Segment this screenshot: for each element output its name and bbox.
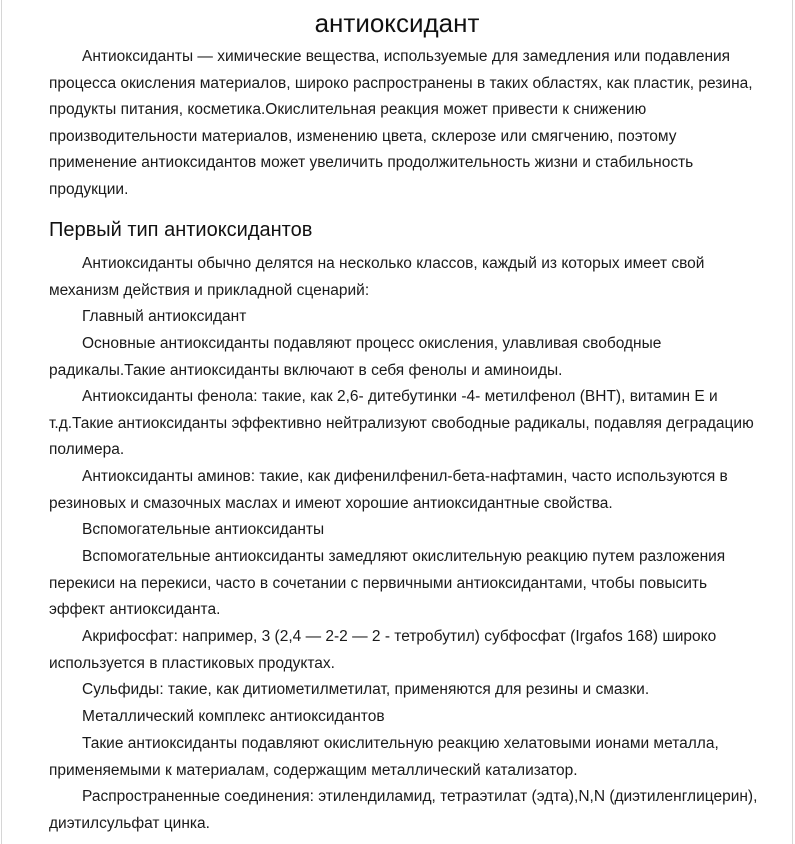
body-paragraph: Антиоксиданты аминов: такие, как дифенилфенил-бета-нафтамин, часто используются в резиновых и смазочных маслах и имеют хорошие антиоксидантные свойства. <box>49 468 728 512</box>
body-paragraph: Акрифосфат: например, 3 (2,4 — 2-2 — 2 - тетробутил) субфосфат (Irgafos 168) широко используется в пластиковых продуктах. <box>49 628 717 672</box>
subheading-auxiliary-antioxidants: Вспомогательные антиоксиданты <box>82 521 325 538</box>
body-paragraph: Антиоксиданты обычно делятся на несколько классов, каждый из которых имеет свой механизм действия и прикладной сценарий: <box>49 255 705 299</box>
body-paragraph: Основные антиоксиданты подавляют процесс окисления, улавливая свободные радикалы.Такие антиоксиданты включают в себя фенолы и аминоиды. <box>49 335 662 379</box>
intro-paragraph: Антиоксиданты — химические вещества, используемые для замедления или подавления процесса окисления материалов, широко распространены в таких областях, как пластик, резина, продукты питания, косметика.Окислительная реакция может привести к снижению производительности материалов, изменению цвета, склерозе или смягчению, поэтому применение антиоксидантов может увеличить продолжительность жизни и стабильность продукции. <box>49 48 753 198</box>
body-paragraph: Сульфиды: такие, как дитиометилметилат, применяются для резины и смазки. <box>82 681 650 698</box>
body-paragraph: Распространенные соединения: этилендиламид, тетраэтилат (эдта),N,N (диэтиленглицерин), диэтилсульфат цинка. <box>49 788 758 832</box>
page-title: антиоксидант <box>314 8 480 38</box>
subheading-main-antioxidant: Главный антиоксидант <box>82 308 247 325</box>
subheading-metal-complex-antioxidants: Металлический комплекс антиоксидантов <box>82 708 385 725</box>
body-paragraph: Вспомогательные антиоксиданты замедляют окислительную реакцию путем разложения перекиси на перекиси, часто в сочетании с первичными антиоксидантами, чтобы повысить эффект антиоксиданта. <box>49 548 726 619</box>
document-page <box>1 0 793 844</box>
body-paragraph: Антиоксиданты фенола: такие, как 2,6- дитебутинки -4- метилфенол (BHT), витамин E и т.д.Такие антиоксиданты эффективно нейтрализуют свободные радикалы, подавляя деградацию полимера. <box>49 388 754 459</box>
section-heading: Первый тип антиоксидантов <box>49 219 313 241</box>
body-paragraph: Такие антиоксиданты подавляют окислительную реакцию хелатовыми ионами металла, применяемыми к материалам, содержащим металлический катализатор. <box>49 735 719 779</box>
